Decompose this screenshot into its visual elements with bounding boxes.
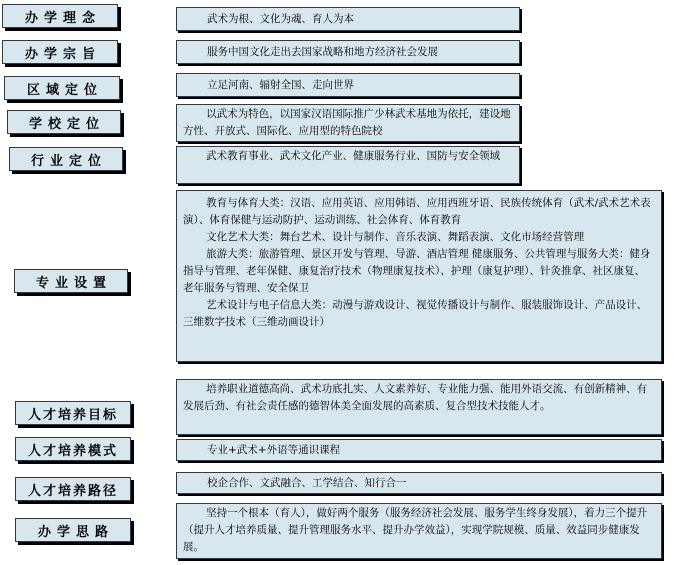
content-text: 坚持一个根本（育人），做好两个服务（服务经济社会发展、服务学生终身发展），着力三个提升（提升人才培养质量、提升管理服务水平、提升办学效益），实现学院规模、质量、效益同步健康发展。: [183, 507, 648, 553]
label-industry-positioning: 行业定位: [9, 147, 123, 171]
content-text: 教育与体育大类：汉语、应用英语、应用韩语、应用西班牙语、民族传统体育（武术/武术艺术表演）、体育保健与运动防护、运动训练、社会体育、体育教育: [183, 197, 651, 226]
content-text: 武术教育事业、武术文化产业、健康服务行业、国防与安全领域: [206, 150, 501, 162]
content-regional-positioning: [176, 73, 520, 97]
content-talent-goal: [176, 379, 662, 435]
content-text: 培养职业道德高尚、武术功底扎实、人文素养好、专业能力强、能用外语交流、有创新精神、有发展后劲、有社会责任感的德智体美全面发展的高素质、复合型技术技能人才。: [183, 383, 648, 412]
content-majors: [176, 190, 662, 362]
content-text: 立足河南、辐射全国、走向世界: [207, 78, 354, 91]
content-text: 专业+武术+外语等通识课程: [207, 443, 341, 456]
label-talent-goal: 人才培养目标: [15, 401, 131, 425]
label-talent-mode: 人才培养模式: [15, 437, 131, 461]
content-school-positioning: [176, 104, 520, 142]
content-text: 以武术为特色，以国家汉语国际推广少林武术基地为依托，建设地方性、开放式、国际化、应用型的特色院校: [183, 108, 511, 137]
content-talent-mode: [176, 439, 662, 461]
label-school-purpose: 办学宗旨: [2, 40, 118, 64]
content-text: 校企合作、文武融合、工学结合、知行合一: [207, 476, 407, 489]
content-school-purpose: [176, 40, 520, 64]
content-talent-path: [176, 472, 662, 494]
label-school-philosophy: 办学理念: [2, 4, 118, 28]
label-majors: 专业设置: [14, 269, 128, 293]
content-school-philosophy: [176, 7, 520, 31]
content-text: 服务中国文化走出去国家战略和地方经济社会发展: [207, 45, 438, 58]
label-school-positioning: 学校定位: [7, 110, 121, 134]
label-regional-positioning: 区域定位: [4, 76, 120, 100]
content-school-approach: [176, 503, 662, 559]
label-talent-path: 人才培养路径: [15, 477, 131, 501]
content-text: 艺术设计与电子信息大类：动漫与游戏设计、视觉传播设计与制作、服装服饰设计、产品设计、三维数字技术（三维动画设计）: [183, 299, 648, 328]
content-text: 旅游大类：旅游管理、景区开发与管理、导游、酒店管理 健康服务、公共管理与服务大类：健身指导与管理、老年保健、康复治疗技术（物理康复技术）、护理（康复护理）、针灸推拿、社区康复、老年服务与管理、安全保卫: [183, 248, 651, 294]
content-text: 文化艺术大类：舞台艺术、设计与制作、音乐表演、舞蹈表演、文化市场经营管理: [206, 231, 585, 243]
content-text: 武术为根、文化为魂、育人为本: [207, 12, 354, 25]
label-school-approach: 办学思路: [15, 518, 131, 542]
content-industry-positioning: [176, 146, 520, 184]
